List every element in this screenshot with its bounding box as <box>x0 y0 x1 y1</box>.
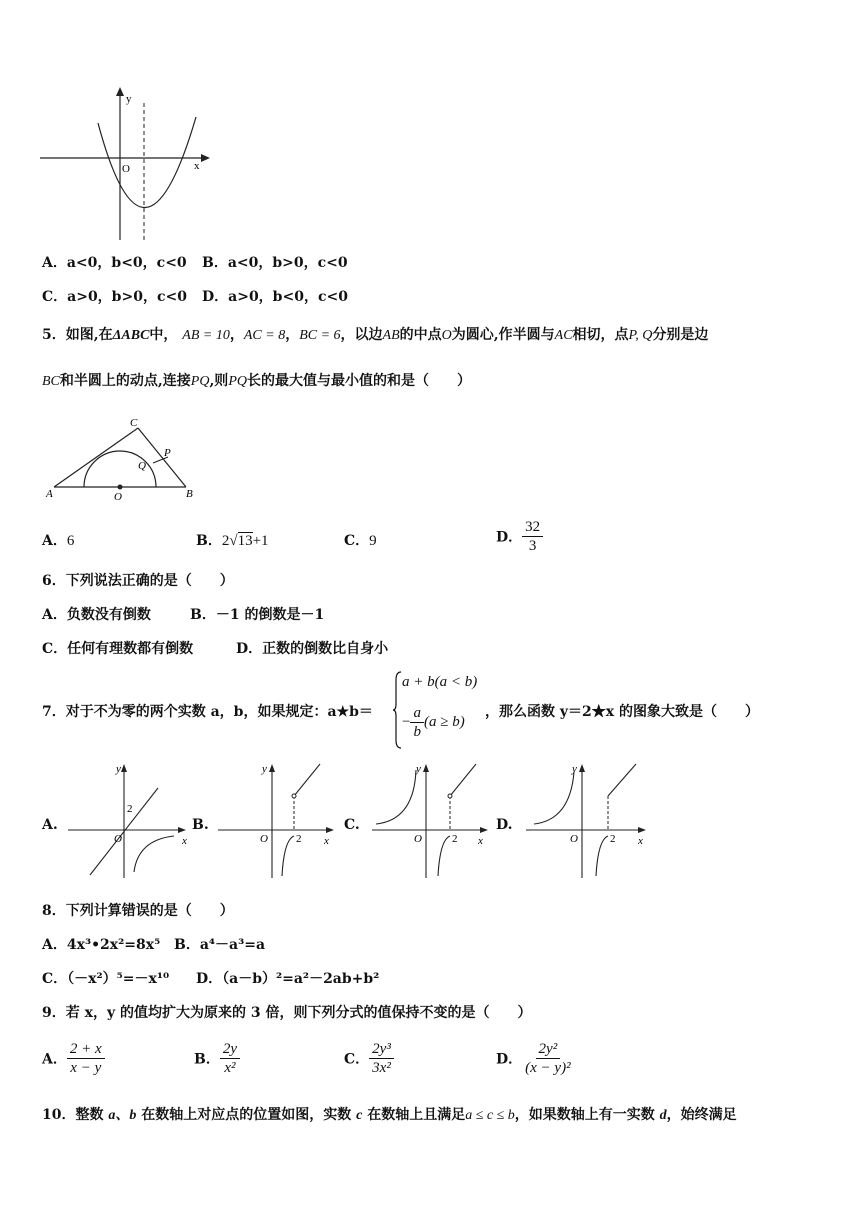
q4-option-a[interactable]: A．a<0，b<0，c<0 <box>42 255 187 271</box>
q4-origin-label: O <box>122 163 130 175</box>
q6-option-b[interactable]: B．－1 的倒数是－1 <box>190 607 325 623</box>
svg-text:y: y <box>572 763 577 775</box>
q6-option-a[interactable]: A．负数没有倒数 <box>42 607 151 623</box>
q4-option-c[interactable]: C．a>0，b>0，c<0 <box>42 289 187 305</box>
q8-option-b[interactable]: B．a⁴－a³=a <box>174 937 266 953</box>
q7-option-a-label[interactable]: A. <box>42 817 58 833</box>
q5-stem-line1: 5．如图,在ΔABC中， AB = 10，AC = 8，BC = 6，以边AB的中点O为圆心,作半圆与AC相切，点P, Q分别是边 <box>42 327 709 343</box>
q5-label-o: O <box>114 491 122 503</box>
q8-option-d[interactable]: D．（a－b）²=a²－2ab+b² <box>196 971 380 987</box>
q8-option-c[interactable]: C．（－x²）⁵=－x¹⁰ <box>42 971 170 987</box>
q7-case2: − $\frac{a}{b}$ (a ≥ b) <box>402 705 465 740</box>
q7-stem-part1: 7．对于不为零的两个实数 a，b，如果规定：a★b＝ <box>42 704 373 720</box>
q7-graph-d[interactable] <box>520 760 654 880</box>
q4-option-d[interactable]: D．a>0，b<0，c<0 <box>202 289 348 305</box>
q7-option-c-label[interactable]: C. <box>344 817 360 833</box>
q7-graph-b[interactable] <box>212 760 342 880</box>
q6-stem: 6．下列说法正确的是（ ） <box>42 573 234 589</box>
svg-text:O: O <box>260 833 268 845</box>
q8-option-a[interactable]: A．4x³•2x²=8x⁵ <box>42 937 161 953</box>
q9-option-d[interactable]: D． $\frac{\text{2y²}}{\text{(x − y)²}}$ <box>496 1041 571 1076</box>
q6-option-c[interactable]: C．任何有理数都有倒数 <box>42 641 194 657</box>
q7-piecewise <box>392 670 488 750</box>
svg-text:y: y <box>416 763 421 775</box>
q4-option-b[interactable]: B．a<0，b>0，c<0 <box>202 255 348 271</box>
q7-graph-a[interactable] <box>62 760 192 880</box>
svg-text:y: y <box>262 763 267 775</box>
svg-text:2: 2 <box>452 833 458 845</box>
q10-stem: 10．整数 a、b 在数轴上对应点的位置如图，实数 c 在数轴上且满足a ≤ c ≤ b，如果数轴上有一实数 d，始终满足 <box>42 1107 737 1123</box>
q5-option-b[interactable]: B．2√13+1 <box>196 533 269 549</box>
svg-text:x: x <box>478 835 483 847</box>
svg-text:O: O <box>414 833 422 845</box>
q5-stem-line2: BC和半圆上的动点,连接PQ,则PQ长的最大值与最小值的和是（ ） <box>42 373 471 389</box>
svg-text:2: 2 <box>296 833 302 845</box>
q4-parabola-figure <box>38 85 218 245</box>
q5-option-d[interactable]: D． $\frac{32}{3}$ <box>496 518 543 555</box>
q9-option-b[interactable]: B． $\frac{2y}{\text{x²}}$ <box>194 1040 240 1077</box>
svg-text:O: O <box>114 833 122 845</box>
q7-option-d-label[interactable]: D. <box>496 817 513 833</box>
q9-option-c[interactable]: C． $\frac{\text{2y³}}{\text{3x²}}$ <box>344 1040 394 1077</box>
q5-option-c[interactable]: C．9 <box>344 533 377 549</box>
q5-label-q: Q <box>138 460 146 472</box>
q5-label-c: C <box>130 417 138 429</box>
svg-text:x: x <box>182 835 187 847</box>
svg-text:x: x <box>324 835 329 847</box>
svg-text:2: 2 <box>127 803 133 815</box>
svg-text:y: y <box>116 763 121 775</box>
q9-stem: 9．若 x，y 的值均扩大为原来的 3 倍，则下列分式的值保持不变的是（ ） <box>42 1005 532 1021</box>
svg-text:O: O <box>570 833 578 845</box>
q5-label-p: P <box>164 447 171 459</box>
q7-graph-c[interactable] <box>366 760 496 880</box>
svg-text:x: x <box>638 835 643 847</box>
q4-x-label: x <box>194 160 200 172</box>
q9-option-a[interactable]: A． $\frac{2 + x}{x - y}$ <box>42 1040 105 1077</box>
q6-option-d[interactable]: D．正数的倒数比自身小 <box>236 641 389 657</box>
q5-triangle-figure <box>40 412 200 504</box>
q5-label-a: A <box>46 488 53 500</box>
q7-stem-part2: ，那么函数 y＝2★x 的图象大致是（ ） <box>485 704 759 720</box>
svg-text:2: 2 <box>610 833 616 845</box>
q8-stem: 8．下列计算错误的是（ ） <box>42 903 234 919</box>
q5-option-a[interactable]: A．6 <box>42 533 75 549</box>
q4-y-label: y <box>126 93 132 105</box>
q7-case1: a + b(a < b) <box>402 674 478 690</box>
q7-option-b-label[interactable]: B. <box>192 817 209 833</box>
q5-label-b: B <box>186 488 193 500</box>
